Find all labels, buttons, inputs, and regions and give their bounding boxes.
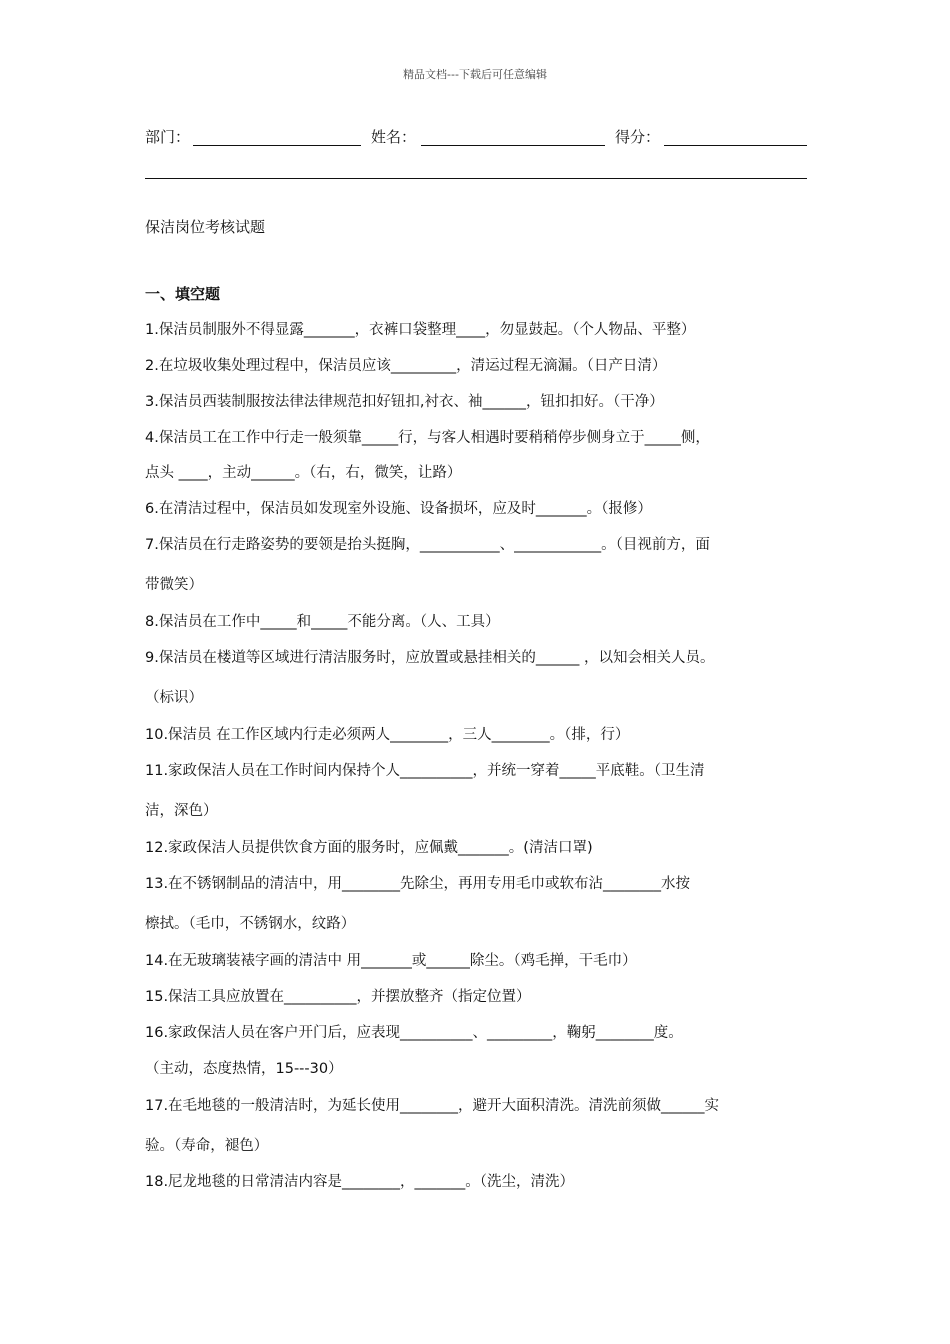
question-line: 14.在无玻璃装裱字画的清洁中 用_______或______除尘。（鸡毛掸，干毛巾） bbox=[145, 953, 637, 969]
name-field[interactable] bbox=[421, 145, 605, 146]
question-line: 9.保洁员在楼道等区域进行清洁服务时，应放置或悬挂相关的______ ，以知会相关人员。 bbox=[145, 650, 715, 666]
dept-field[interactable] bbox=[193, 145, 361, 146]
question-line: 15.保洁工具应放置在__________，并摆放整齐（指定位置） bbox=[145, 989, 531, 1005]
question-line: 洁，深色） bbox=[145, 803, 218, 819]
question-line: 带微笑） bbox=[145, 577, 203, 593]
question-line: 点头 ____，主动______。（右，右，微笑，让路） bbox=[145, 465, 462, 481]
question-line: 10.保洁员 在工作区域内行走必须两人________，三人________。（排，行） bbox=[145, 727, 630, 743]
question-line: 8.保洁员在工作中_____和_____不能分离。（人、工具） bbox=[145, 614, 500, 630]
name-label: 姓名： bbox=[371, 128, 417, 146]
question-line: 11.家政保洁人员在工作时间内保持个人__________，并统一穿着_____平底鞋。（卫生清 bbox=[145, 763, 705, 779]
header-divider bbox=[145, 178, 807, 179]
question-line: 6.在清洁过程中，保洁员如发现室外设施、设备损坏，应及时_______。（报修） bbox=[145, 501, 652, 517]
info-row bbox=[145, 126, 807, 148]
question-line: 16.家政保洁人员在客户开门后，应表现__________、_________，鞠躬________度。 bbox=[145, 1025, 683, 1041]
question-line: 17.在毛地毯的一般清洁时，为延长使用________，避开大面积清洗。清洗前须做______实 bbox=[145, 1098, 720, 1114]
question-line: 18.尼龙地毯的日常清洁内容是________，_______。（洗尘，清洗） bbox=[145, 1174, 575, 1190]
question-line: （主动，态度热情，15---30） bbox=[145, 1061, 343, 1077]
question-line: 檫拭。（毛巾，不锈钢水，纹路） bbox=[145, 916, 356, 932]
score-label: 得分： bbox=[615, 128, 661, 146]
dept-label: 部门： bbox=[145, 128, 191, 146]
question-line: 3.保洁员西装制服按法律法律规范扣好钮扣,衬衣、袖______，钮扣扣好。（干净） bbox=[145, 394, 664, 410]
section-heading: 一、填空题 bbox=[145, 285, 221, 303]
question-line: （标识） bbox=[145, 690, 203, 706]
question-line: 4.保洁员工在工作中行走一般须靠_____行，与客人相遇时要稍稍停步侧身立于_____侧， bbox=[145, 430, 710, 446]
question-line: 7.保洁员在行走路姿势的要领是抬头挺胸，___________、____________。（目视前方，面 bbox=[145, 537, 710, 553]
question-line: 13.在不锈钢制品的清洁中，用________先除尘，再用专用毛巾或软布沾________水按 bbox=[145, 876, 691, 892]
question-line: 2.在垃圾收集处理过程中，保洁员应该_________，清运过程无滴漏。（日产日清） bbox=[145, 358, 667, 374]
question-line: 验。（寿命，褪色） bbox=[145, 1138, 269, 1154]
question-line: 12.家政保洁人员提供饮食方面的服务时，应佩戴_______。(清洁口罩) bbox=[145, 840, 593, 856]
document-title: 保洁岗位考核试题 bbox=[145, 218, 266, 236]
header-note: 精品文档---下载后可任意编辑 bbox=[403, 68, 547, 81]
question-line: 1.保洁员制服外不得显露_______，衣裤口袋整理____，勿显鼓起。（个人物品、平整） bbox=[145, 322, 696, 338]
score-field[interactable] bbox=[664, 145, 807, 146]
